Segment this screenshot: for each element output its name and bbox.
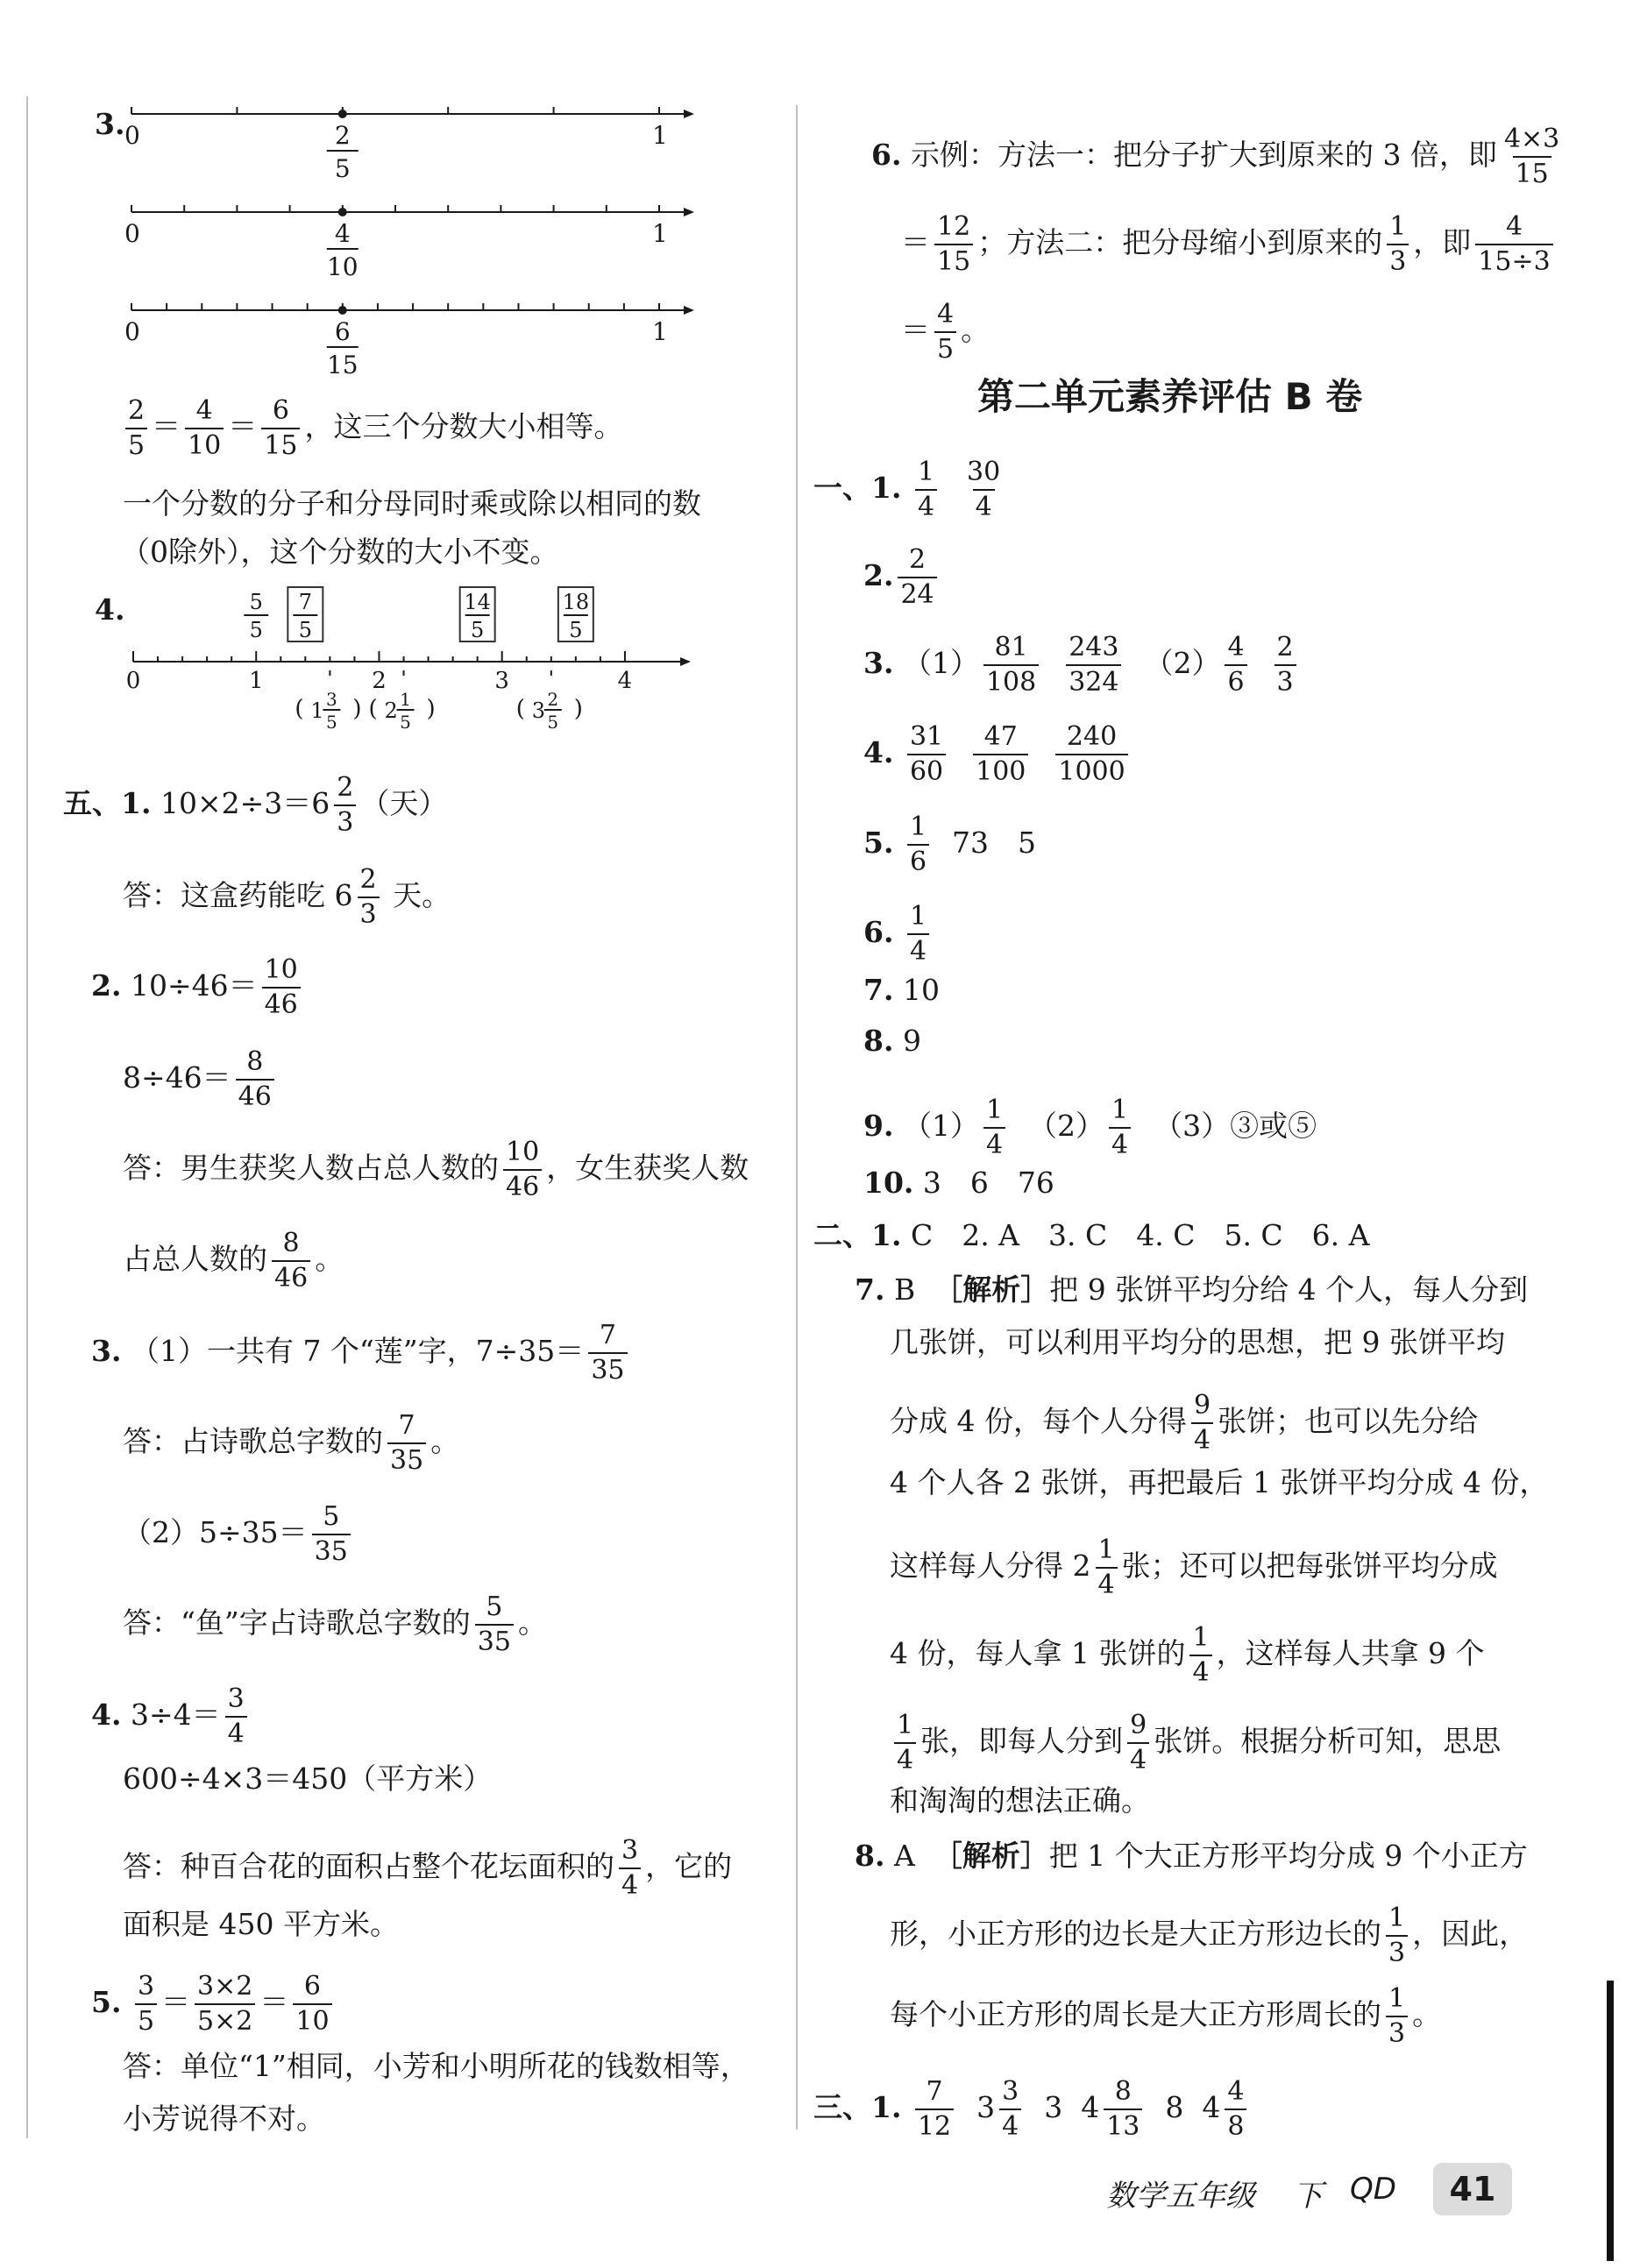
s5-q5-answer-2: 小芳说得不对。	[123, 2101, 325, 2136]
number-line-arrow	[684, 208, 694, 216]
r-s2-q7-line2: 几张饼，可以利用平均分的思想，把 9 张饼平均	[890, 1325, 1505, 1359]
q4-fraction-numerator: 14	[464, 590, 491, 614]
r-s1-q7: 7. 10	[863, 973, 940, 1007]
r-s2-q7-line3: 分成 4 份，每个人分得 $\frac{9}{4}$ 张饼；也可以先分给	[890, 1390, 1479, 1456]
q4-tick-label: 0	[125, 668, 141, 694]
q4-fraction-numerator: 5	[249, 590, 263, 614]
q4-mixed-numerator: 1	[400, 689, 411, 710]
q4-mixed-numerator: 2	[547, 689, 559, 710]
s5-q2-expr2: 8÷46＝ $\frac{8}{46}$	[123, 1045, 279, 1114]
number-line-point	[338, 110, 347, 118]
q3-conclusion-1: 一个分数的分子和分母同时乘或除以相同的数	[123, 486, 701, 521]
r-s2-q1-6: 二、1. C 2. A 3. C 4. C 5. C 6. A	[813, 1218, 1370, 1252]
r-s1-q2: 2. $\frac{2}{24}$	[863, 543, 941, 612]
q4-fraction-denominator: 5	[249, 618, 263, 642]
q4-number-line-arrow	[680, 657, 691, 666]
q4-tick-label: 1	[248, 668, 264, 694]
q3-number-lines	[123, 96, 701, 386]
q4-mixed-whole: 3	[531, 698, 546, 723]
r-s3-q1: 三、1. $\frac{7}{12}$ 3 $\frac{3}{4}$ 3 4 $\frac{8}{13}$ 8 4 $\frac{4}{8}$	[813, 2075, 1251, 2144]
q4-label: 4.	[95, 592, 125, 627]
s5-q5-answer-1: 答：单位“1”相同，小芳和小明所花的钱数相等，	[123, 2049, 749, 2083]
s5-q1-answer: 答：这盒药能吃 6 $\frac{2}{3}$ 天。	[123, 864, 451, 930]
q4-mixed-whole: 1	[310, 698, 324, 723]
r-s1-q3: 3. （1） $\frac{81}{108}$ $\frac{243}{324}$ （2） $\frac{4}{6}$ $\frac{2}{3}$	[863, 631, 1301, 699]
footer-subject: 数学五年级	[1106, 2179, 1255, 2214]
q4-fraction-numerator: 18	[562, 590, 590, 614]
q4-paren-open: (	[515, 696, 525, 722]
q4-tick-label: 4	[617, 668, 633, 694]
s5-q3-part2: （2）5÷35＝ $\frac{5}{35}$	[123, 1500, 355, 1569]
q4-mixed-whole: 2	[384, 698, 398, 723]
q4-fraction-denominator: 5	[471, 618, 485, 642]
number-line-end-label: 1	[652, 121, 668, 150]
left-margin-line	[26, 96, 28, 2138]
r-q6-line1: 6. 示例：方法一：把分子扩大到原来的 3 倍，即 $\frac{4\times 3}{15}$	[871, 124, 1560, 189]
column-divider	[796, 105, 798, 2130]
page-number: 41	[1433, 2163, 1512, 2215]
s5-q4-expr2: 600÷4×3＝450（平方米）	[123, 1761, 493, 1796]
r-s1-q9: 9. （1） $\frac{1}{4}$ （2） $\frac{1}{4}$ （3）③或⑤	[863, 1095, 1317, 1160]
q4-mixed-numerator: 3	[326, 689, 337, 710]
r-s1-q5: 5. $\frac{1}{6}$ 73 5	[863, 812, 1037, 877]
s5-q4-expr1: 4. 3÷4＝ $\frac{3}{4}$	[91, 1683, 252, 1751]
q4-mixed-denominator: 5	[400, 712, 411, 733]
r-s2-q7-line1: 7. B ［解析］把 9 张饼平均分给 4 个人，每人分到	[855, 1272, 1529, 1307]
q3-conclusion-2: （0除外），这个分数的大小不变。	[121, 535, 559, 569]
s5-q4-answer-1: 答：种百合花的面积占整个花坛面积的 $\frac{3}{4}$ ，它的	[123, 1835, 733, 1901]
fraction-numerator: 2	[334, 121, 351, 150]
s5-q2-answer-2: 占总人数的 $\frac{8}{46}$ 。	[123, 1228, 344, 1293]
number-line-start-label: 0	[124, 317, 140, 346]
q4-paren-open: (	[295, 696, 304, 722]
fraction-denominator: 5	[334, 154, 351, 183]
r-s2-q8-line1: 8. A ［解析］把 1 个大正方形平均分成 9 个小正方	[855, 1839, 1528, 1873]
s5-q2-expr1: 2. 10÷46＝ $\frac{10}{46}$	[91, 953, 305, 1022]
r-q6-line3: ＝ $\frac{4}{5}$ 。	[901, 299, 990, 365]
q3-equation: $\frac{2}{5}$ ＝ $\frac{4}{10}$ ＝ $\frac{6}{15}$ ，这三个分数大小相等。	[121, 394, 622, 463]
s5-q3-answer-1: 答：占诗歌总字数的 $\frac{7}{35}$ 。	[123, 1410, 460, 1476]
r-s2-q7-line6: 4 份，每人拿 1 张饼的 $\frac{1}{4}$ ，这样每人共拿 9 个	[890, 1622, 1485, 1688]
q4-paren-close: )	[352, 696, 362, 722]
r-s1-q8: 8. 9	[863, 1024, 921, 1058]
r-q6-line2: ＝ $\frac{12}{15}$ ；方法二：把分母缩小到原来的 $\frac{1}{3}$ ，即 $\frac{4}{15\div 3}$	[901, 210, 1558, 279]
section-title: 第二单元素养评估 B 卷	[977, 375, 1363, 418]
q4-mixed-denominator: 5	[326, 712, 337, 733]
number-line-end-label: 1	[652, 317, 668, 346]
r-s2-q7-line8: 和淘淘的想法正确。	[890, 1783, 1150, 1818]
number-line-point	[338, 306, 347, 315]
s5-q3-answer-2: 答：“鱼”字占诗歌总字数的 $\frac{5}{35}$ 。	[123, 1591, 547, 1657]
number-line-start-label: 0	[124, 121, 140, 150]
s5-q5-expr: 5. $\frac{3}{5}$ ＝ $\frac{3\times 2}{5\times 2}$ ＝ $\frac{6}{10}$	[91, 1970, 337, 2038]
number-line-point	[338, 208, 347, 216]
q4-number-line	[123, 583, 701, 741]
r-s2-q8-line3: 每个小正方形的周长是大正方形周长的 $\frac{1}{3}$ 。	[890, 1983, 1442, 2049]
number-line-arrow	[684, 306, 694, 315]
s5-q4-answer-2: 面积是 450 平方米。	[123, 1907, 399, 1941]
r-s2-q7-line7: $\frac{1}{4}$ 张，即每人分到 $\frac{9}{4}$ 张饼。根据分析可知，思思	[890, 1709, 1501, 1777]
q3-label: 3.	[95, 107, 125, 141]
r-s1-q1: 一、1. $\frac{1}{4}$ $\frac{30}{4}$	[813, 457, 1001, 522]
q4-tick-label: 2	[372, 668, 387, 694]
fraction-denominator: 10	[326, 252, 359, 281]
r-s2-q7-line4: 4 个人各 2 张饼，再把最后 1 张饼平均分成 4 份，	[890, 1465, 1549, 1499]
footer-edition: QD	[1350, 2172, 1396, 2207]
page-edge-shadow	[1607, 1981, 1614, 2261]
number-line-arrow	[684, 110, 694, 118]
number-line-end-label: 1	[652, 219, 668, 248]
fraction-denominator: 15	[326, 351, 359, 379]
q4-tick-label: 3	[494, 668, 509, 694]
r-s2-q8-line2: 形，小正方形的边长是大正方形边长的 $\frac{1}{3}$ ，因此，	[890, 1903, 1529, 1968]
r-s1-q10: 10. 3 6 76	[863, 1166, 1054, 1200]
r-s1-q6: 6. $\frac{1}{4}$	[863, 900, 934, 968]
number-line-start-label: 0	[124, 219, 140, 248]
q4-fraction-numerator: 7	[298, 590, 312, 614]
q4-fraction-denominator: 5	[298, 618, 312, 642]
r-s2-q7-line5: 这样每人分得 2 $\frac{1}{4}$ 张；还可以把每张饼平均分成	[890, 1534, 1498, 1600]
s5-q3-part1: 3. （1）一共有 7 个“莲”字，7÷35＝ $\frac{7}{35}$	[91, 1319, 632, 1387]
footer-term: 下	[1293, 2179, 1323, 2214]
s5-q2-answer-1: 答：男生获奖人数占总人数的 $\frac{10}{46}$ ，女生获奖人数	[123, 1137, 749, 1202]
q4-paren-close: )	[426, 696, 436, 722]
fraction-numerator: 6	[334, 317, 351, 346]
fraction-numerator: 4	[334, 219, 351, 248]
q4-fraction-denominator: 5	[569, 618, 583, 642]
q4-paren-open: (	[368, 696, 378, 722]
q4-mixed-denominator: 5	[547, 712, 559, 733]
r-s1-q4: 4. $\frac{31}{60}$ $\frac{47}{100}$ $\frac{240}{1000}$	[863, 720, 1132, 789]
s5-q1-expr: 五、1. 10×2÷3＝6 $\frac{2}{3}$ （天）	[63, 772, 448, 838]
q4-paren-close: )	[573, 696, 583, 722]
